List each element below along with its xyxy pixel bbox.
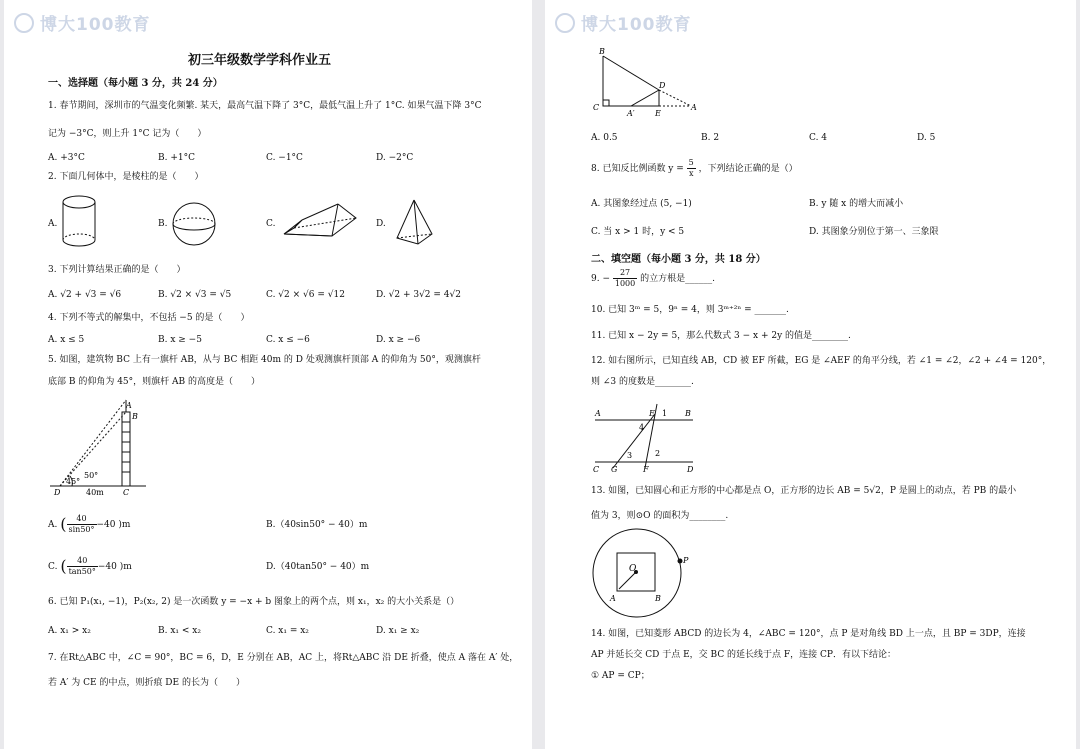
q12-figure — [589, 398, 699, 476]
q14-line2: AP 并延长交 CD 于点 E，交 BC 的延长线于点 F，连接 CP．有以下结论： — [591, 650, 896, 660]
q8-option-a: A. 其图象经过点 (5, −1) — [591, 199, 692, 209]
q5-label-b: B — [132, 412, 138, 421]
page-right — [545, 0, 1076, 749]
q12-line1: 12. 如右图所示，已知直线 AB，CD 被 EF 所截，EG 是 ∠AEF 的角平分线，若 ∠1 = ∠2，∠2 + ∠4 = 120°， — [591, 356, 1052, 366]
cylinder-figure — [60, 192, 100, 250]
pyramid-figure — [394, 198, 436, 246]
q5-label-50deg: 50° — [84, 471, 99, 480]
q5-line1: 5. 如图，建筑物 BC 上有一旗杆 AB，从与 BC 相距 40m 的 D 处观测旗杆顶部 A 的仰角为 50°，观测旗杆 — [48, 355, 481, 365]
q1-option-b: B. +1°C — [158, 153, 195, 163]
q7-label-a: A — [691, 103, 697, 112]
q2-option-b: B. — [158, 219, 168, 229]
q13-line2: 值为 3，则⊙O 的面积为________. — [591, 511, 729, 521]
section-fill-heading: 二、填空题（每小题 3 分，共 18 分） — [591, 254, 766, 265]
q3-option-d: D. √2 + 3√2 = 4√2 — [376, 290, 461, 300]
q5-label-40m: 40m — [86, 488, 104, 497]
q4-option-d: D. x ≥ −6 — [376, 335, 421, 345]
q2-option-a: A. — [48, 219, 58, 229]
q12-label-g: G — [611, 465, 618, 474]
q5-line2: 底部 B 的仰角为 45°，则旗杆 AB 的高度是（ ） — [48, 377, 260, 387]
q12-label-4: 4 — [639, 423, 645, 432]
q12-label-f: F — [643, 465, 649, 474]
q5-option-c: C. ( $\frac{40}{\tan 50^\circ}$ −40 )m — [48, 556, 132, 576]
q5-option-b: B.（40sin50° − 40）m — [266, 520, 368, 530]
q13-figure — [589, 527, 699, 619]
logo — [555, 10, 692, 35]
q12-label-c: C — [593, 465, 600, 474]
q5-label-45deg: 45° — [66, 477, 81, 486]
logo-text: 博大100教育 — [581, 15, 692, 35]
q2-option-c: C. — [266, 219, 276, 229]
prism-figure — [280, 200, 360, 242]
page-left — [4, 0, 532, 749]
q13-label-p: P — [683, 556, 689, 565]
q10-stem: 10. 已知 3ᵐ = 5，9ⁿ = 4，则 3ᵐ⁺²ⁿ = _______. — [591, 305, 789, 315]
q12-label-a: A — [595, 409, 601, 418]
q12-label-e: E — [649, 409, 655, 418]
q3-option-a: A. √2 + √3 = √6 — [48, 290, 122, 300]
q4-option-b: B. x ≥ −5 — [158, 335, 202, 345]
q14-line1: 14. 如图，已知菱形 ABCD 的边长为 4，∠ABC = 120°，点 P 是对角线 BD 上一点，且 BP = 3DP，连接 — [591, 629, 1026, 639]
q13-label-b: B — [655, 594, 661, 603]
q8-option-b: B. y 随 x 的增大而减小 — [809, 199, 904, 209]
q4-option-c: C. x ≤ −6 — [266, 335, 310, 345]
q7-label-e: E — [655, 109, 661, 118]
q9-stem: 9. − $\frac{27}{1000}$ 的立方根是______. — [591, 268, 715, 288]
q7-option-b: B. 2 — [701, 133, 720, 143]
q13-label-a: A — [610, 594, 616, 603]
q7-label-b: B — [599, 47, 605, 56]
q12-label-3: 3 — [627, 451, 633, 460]
q7-label-c: C — [593, 103, 600, 112]
q12-label-1: 1 — [662, 409, 668, 418]
q12-label-2: 2 — [655, 449, 661, 458]
q8-option-c: C. 当 x > 1 时，y < 5 — [591, 227, 685, 237]
q7-label-d: D — [659, 81, 666, 90]
q7-option-a: A. 0.5 — [591, 133, 618, 143]
q5-option-d: D.（40tan50° − 40）m — [266, 562, 370, 572]
q8-option-d: D. 其图象分别位于第一、三象限 — [809, 227, 939, 237]
q7-option-d: D. 5 — [917, 133, 936, 143]
logo — [14, 10, 151, 35]
q8-stem: 8. 已知反比例函数 y = $\frac{5}{x}$ ，下列结论正确的是（） — [591, 158, 798, 178]
q11-stem: 11. 已知 x − 2y = 5，那么代数式 3 − x + 2y 的值是________. — [591, 331, 851, 341]
q3-option-b: B. √2 × √3 = √5 — [158, 290, 232, 300]
q2-stem: 2. 下面几何体中，是棱柱的是（ ） — [48, 172, 204, 182]
q6-option-a: A. x₁ > x₂ — [48, 626, 91, 636]
q14-item1: ① AP = CP； — [591, 671, 650, 681]
q2-option-d: D. — [376, 219, 386, 229]
q1-option-a: A. +3°C — [48, 153, 85, 163]
q4-option-a: A. x ≤ 5 — [48, 335, 85, 345]
q13-label-o: O — [629, 564, 637, 574]
q6-option-d: D. x₁ ≥ x₂ — [376, 626, 420, 636]
q12-label-d: D — [687, 465, 694, 474]
q5-figure — [46, 396, 156, 500]
q7-option-c: C. 4 — [809, 133, 828, 143]
q6-option-c: C. x₁ = x₂ — [266, 626, 309, 636]
q1-line1: 1. 春节期间，深圳市的气温变化频繁. 某天，最高气温下降了 3°C，最低气温上升了 1°C. 如果气温下降 3°C — [48, 101, 482, 111]
q5-label-a: A — [126, 401, 132, 410]
page-title: 初三年级数学学科作业五 — [188, 53, 332, 68]
q7-line2: 若 A′ 为 CE 的中点，则折痕 DE 的长为（ ） — [48, 678, 245, 688]
logo-ring-icon — [555, 13, 575, 33]
q13-line1: 13. 如图，已知圆心和正方形的中心都是点 O，正方形的边长 AB = 5√2，P 是圆上的动点，若 PB 的最小 — [591, 486, 1017, 496]
q12-label-b: B — [685, 409, 691, 418]
q6-stem: 6. 已知 P₁(x₁, −1)，P₂(x₂, 2) 是一次函数 y = −x + b 图象上的两个点，则 x₁，x₂ 的大小关系是（） — [48, 597, 460, 607]
logo-ring-icon — [14, 13, 34, 33]
q7-line1: 7. 在Rt△ABC 中，∠C = 90°，BC = 6，D，E 分别在 AB，AC 上，将Rt△ABC 沿 DE 折叠，使点 A 落在 A′ 处， — [48, 653, 519, 663]
q7-label-a-prime: A′ — [627, 109, 635, 118]
q12-line2: 则 ∠3 的度数是________. — [591, 377, 694, 387]
q7-figure — [591, 44, 703, 120]
q5-label-d: D — [54, 488, 61, 497]
q5-option-a: A. ( $\frac{40}{\sin 50^\circ}$ −40 )m — [48, 514, 131, 534]
logo-text: 博大100教育 — [40, 15, 151, 35]
section-choice-heading: 一、选择题（每小题 3 分，共 24 分） — [48, 78, 223, 89]
q1-line2: 记为 −3°C，则上升 1°C 记为（ ） — [48, 129, 207, 139]
q5-label-c: C — [123, 488, 130, 497]
q4-stem: 4. 下列不等式的解集中，不包括 −5 的是（ ） — [48, 313, 250, 323]
q3-stem: 3. 下列计算结果正确的是（ ） — [48, 265, 186, 275]
q3-option-c: C. √2 × √6 = √12 — [266, 290, 345, 300]
sphere-figure — [170, 200, 220, 248]
q1-option-d: D. −2°C — [376, 153, 414, 163]
q6-option-b: B. x₁ < x₂ — [158, 626, 201, 636]
q1-option-c: C. −1°C — [266, 153, 303, 163]
